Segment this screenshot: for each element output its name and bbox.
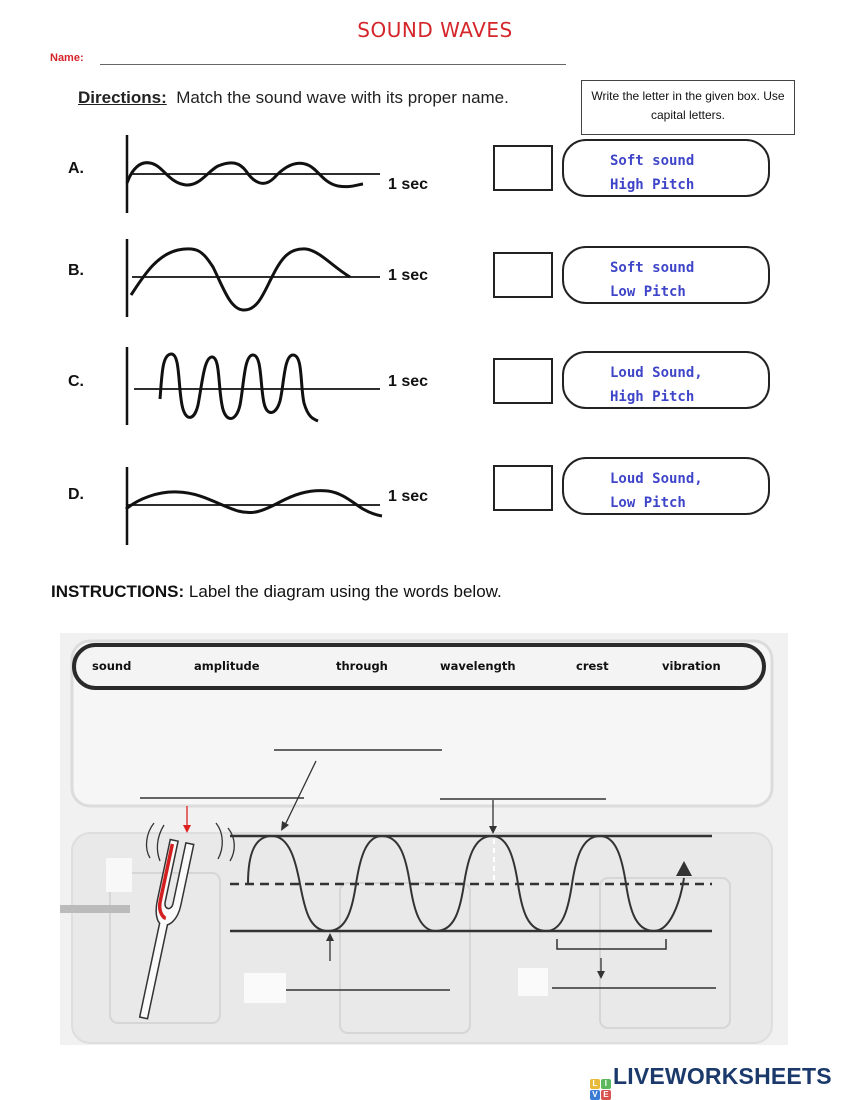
blank-box-1[interactable] <box>244 973 286 1003</box>
logo-text: LIVEWORKSHEETS <box>613 1063 832 1089</box>
answer-box-3[interactable] <box>493 358 553 404</box>
option-line2: High Pitch <box>610 389 695 405</box>
word-crest[interactable]: crest <box>576 659 609 673</box>
name-label: Name: <box>50 52 84 64</box>
wave-b-graph <box>118 237 388 319</box>
option-line2: High Pitch <box>610 177 695 193</box>
word-wavelength[interactable]: wavelength <box>440 659 516 673</box>
word-sound[interactable]: sound <box>92 659 132 673</box>
directions-label: Directions: <box>78 88 167 107</box>
wave-a-letter: A. <box>68 160 84 177</box>
word-bank <box>72 643 766 690</box>
wave-d-graph <box>118 465 388 547</box>
wave-a-graph <box>118 133 388 215</box>
wave-c-time-label: 1 sec <box>388 373 429 390</box>
page-title: SOUND WAVES <box>357 18 513 42</box>
blank-crest-label[interactable] <box>440 784 606 799</box>
wave-b-time-label: 1 sec <box>388 267 429 284</box>
word-through[interactable]: through <box>336 659 388 673</box>
wave-c-letter: C. <box>68 373 84 390</box>
word-amplitude[interactable]: amplitude <box>194 659 260 673</box>
wave-d-letter: D. <box>68 486 84 503</box>
instructions-label: INSTRUCTIONS: <box>51 582 185 601</box>
blank-through-label[interactable] <box>274 735 442 750</box>
note-box: Write the letter in the given box. Use capital letters. <box>581 80 795 135</box>
option-loud-low <box>562 457 770 515</box>
wave-d-time-label: 1 sec <box>388 488 429 505</box>
instructions-text: Label the diagram using the words below. <box>188 582 502 601</box>
option-soft-low <box>562 246 770 304</box>
answer-box-4[interactable] <box>493 465 553 511</box>
wave-a-time-label: 1 sec <box>388 176 429 193</box>
word-vibration[interactable]: vibration <box>662 659 721 673</box>
wave-b-letter: B. <box>68 262 84 279</box>
wave-c-graph <box>118 345 388 427</box>
logo-icon: L I V E <box>590 1079 611 1100</box>
blank-amplitude-label[interactable] <box>286 975 450 990</box>
option-line1: Soft sound <box>610 260 695 276</box>
name-field[interactable] <box>100 64 566 65</box>
liveworksheets-logo <box>590 1063 832 1100</box>
answer-box-2[interactable] <box>493 252 553 298</box>
answer-box-1[interactable] <box>493 145 553 191</box>
option-loud-high <box>562 351 770 409</box>
option-line2: Low Pitch <box>610 495 686 511</box>
directions <box>78 88 509 108</box>
option-soft-high <box>562 139 770 197</box>
blank-wavelength-label[interactable] <box>552 973 716 988</box>
option-line1: Loud Sound, <box>610 365 703 381</box>
instructions <box>51 582 502 602</box>
blank-vibration-label[interactable] <box>140 783 304 798</box>
option-line1: Soft sound <box>610 153 695 169</box>
directions-text: Match the sound wave with its proper name. <box>176 88 509 107</box>
option-line2: Low Pitch <box>610 284 686 300</box>
blank-box-2[interactable] <box>518 968 548 996</box>
option-line1: Loud Sound, <box>610 471 703 487</box>
